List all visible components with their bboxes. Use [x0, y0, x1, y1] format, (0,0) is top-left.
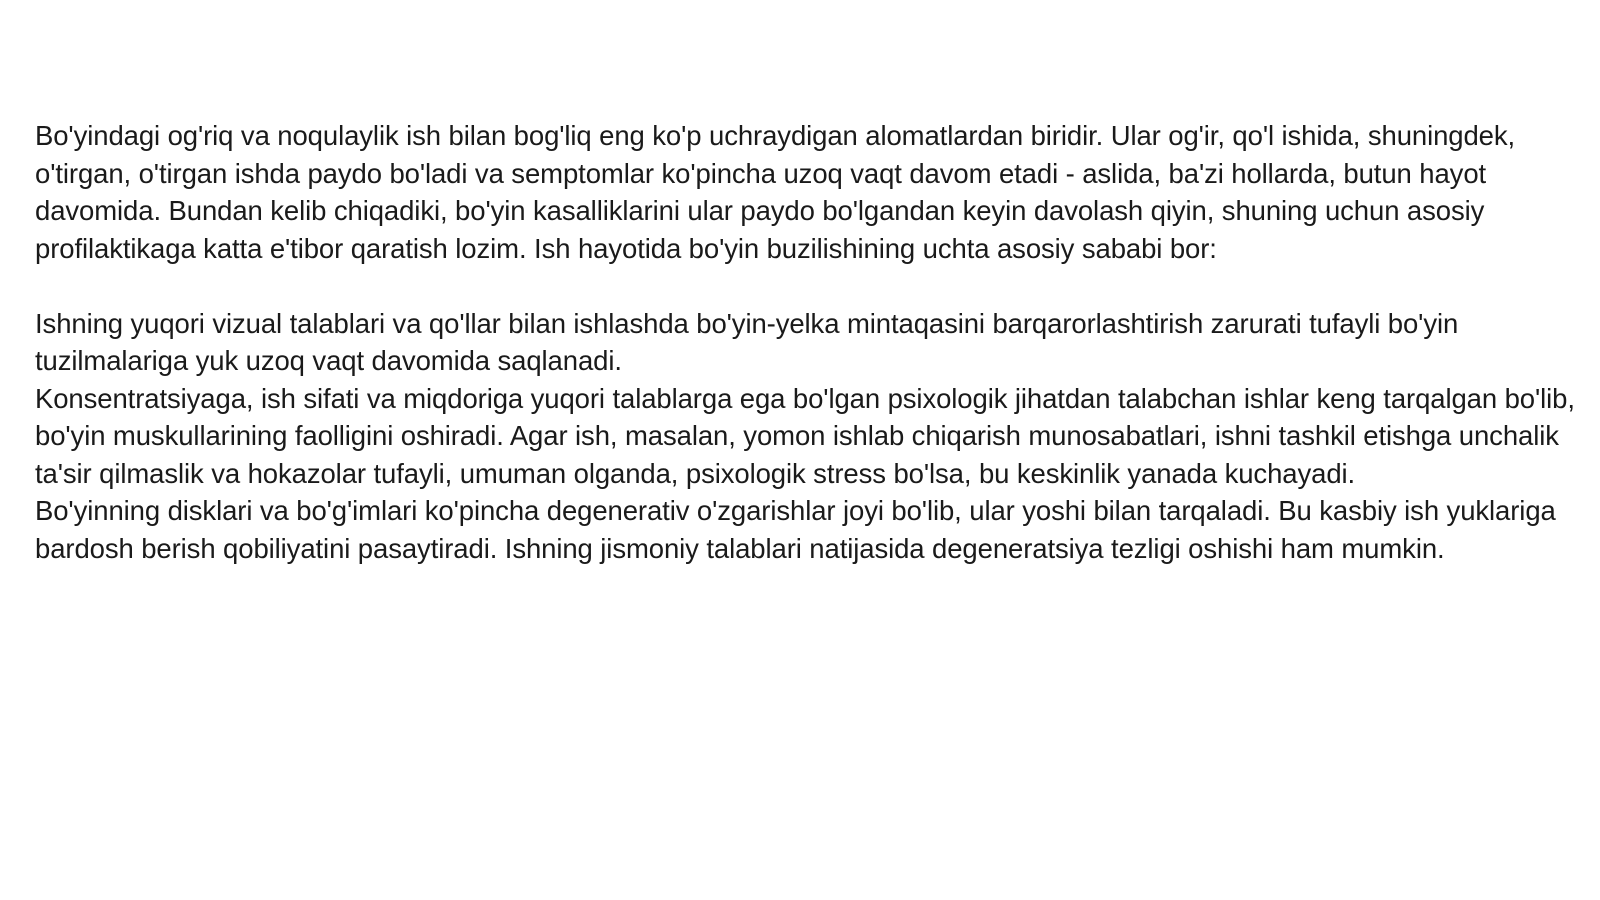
reason-paragraph-2: Konsentratsiyaga, ish sifati va miqdoriga yuqori talablarga ega bo'lgan psixologik jihatdan talabchan ishlar keng tarqalgan bo'lib, bo'yin muskullarining faolligini oshiradi. Agar ish, masalan, yomon ishlab chiqarish munosabatlari, ishni tashkil etishga unchalik ta'sir qilmaslik va hokazolar tufayli, umuman olganda, psixologik stress bo'lsa, bu keskinlik yanada kuchayadi. [35, 382, 1575, 489]
reason-paragraph-1: Ishning yuqori vizual talablari va qo'llar bilan ishlashda bo'yin-yelka mintaqasini barqarorlashtirish zarurati tufayli bo'yin tuzilmalariga yuk uzoq vaqt davomida saqlanadi. [35, 307, 1459, 376]
paragraph-spacer [35, 267, 1580, 305]
intro-paragraph: Bo'yindagi og'riq va noqulaylik ish bilan bog'liq eng ko'p uchraydigan alomatlardan biridir. Ular og'ir, qo'l ishida, shuningdek, o'tirgan, o'tirgan ishda paydo bo'ladi va semptomlar ko'pincha uzoq vaqt davom etadi - aslida, ba'zi hollarda, butun hayot davomida. Bundan kelib chiqadiki, bo'yin kasalliklarini ular paydo bo'lgandan keyin davolash qiyin, shuning uchun asosiy profilaktikaga katta e'tibor qaratish lozim. Ish hayotida bo'yin buzilishining uchta asosiy sababi bor: [35, 120, 1516, 264]
reason-paragraph-3: Bo'yinning disklari va bo'g'imlari ko'pincha degenerativ o'zgarishlar joyi bo'lib, ular yoshi bilan tarqaladi. Bu kasbiy ish yuklariga bardosh berish qobiliyatini pasaytiradi. Ishning jismoniy talablari natijasida degeneratsiya tezligi oshishi ham mumkin. [35, 495, 1556, 564]
document-body [35, 117, 1580, 567]
